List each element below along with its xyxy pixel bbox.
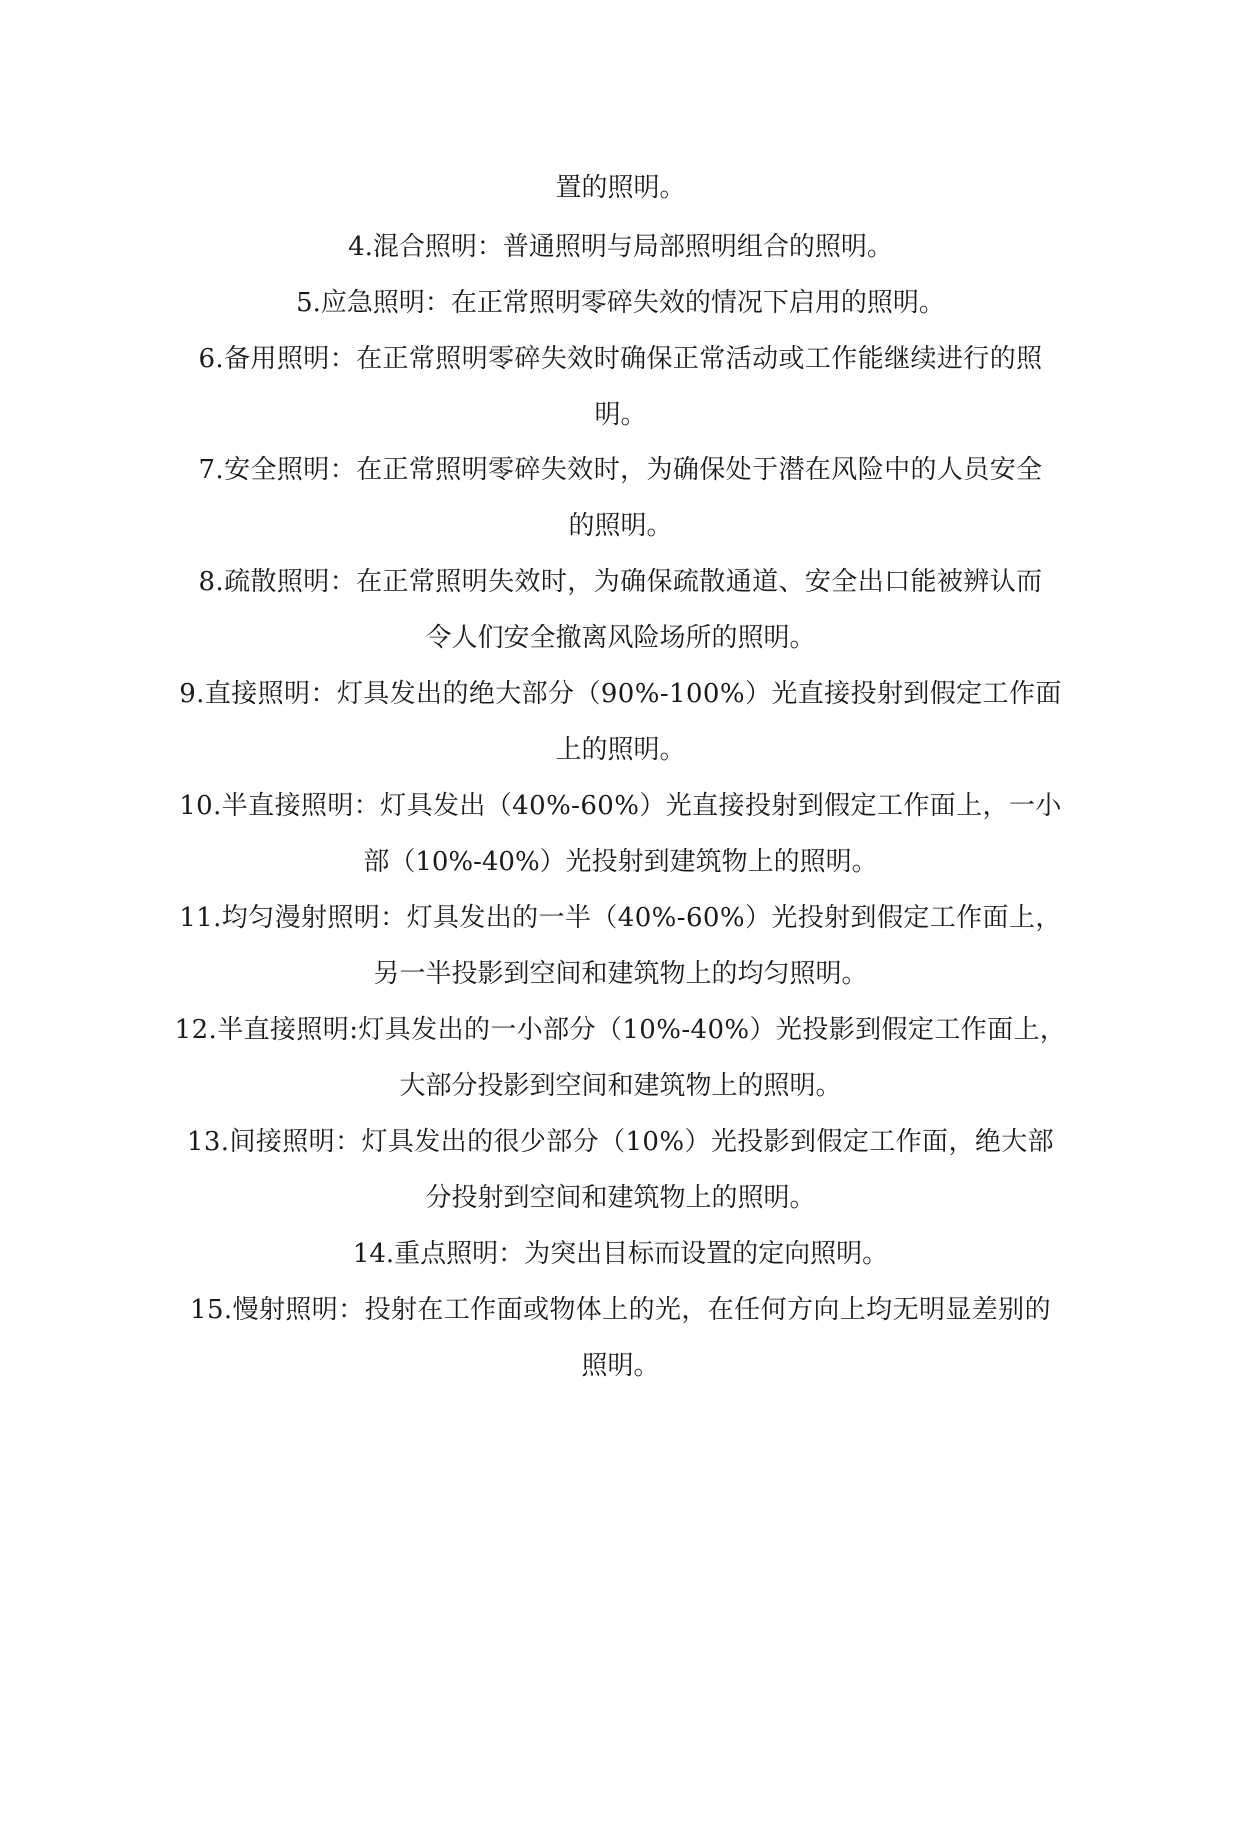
text-line: 置的照明。	[555, 173, 686, 203]
text-line: 令人们安全撤离风险场所的照明。	[425, 623, 816, 653]
text-line: 照明。	[581, 1351, 660, 1381]
text-line: 6.备用照明：在正常照明零碎失效时确保正常活动或工作能继续进行的照	[198, 344, 1043, 374]
text-line: 7.安全照明：在正常照明零碎失效时，为确保处于潜在风险中的人员安全	[198, 455, 1043, 485]
text-line: 9.直接照明：灯具发出的绝大部分（90%-100%）光直接投射到假定工作面	[179, 679, 1062, 709]
text-line: 13.间接照明：灯具发出的很少部分（10%）光投影到假定工作面，绝大部	[186, 1127, 1055, 1157]
text-line: 部（10%-40%）光投射到建筑物上的照明。	[363, 847, 878, 877]
text-line: 11.均匀漫射照明：灯具发出的一半（40%-60%）光投射到假定工作面上，	[179, 903, 1062, 933]
text-line: 5.应急照明：在正常照明零碎失效的情况下启用的照明。	[296, 288, 945, 318]
text-line: 大部分投影到空间和建筑物上的照明。	[399, 1071, 842, 1101]
text-line: 的照明。	[568, 511, 673, 541]
text-line: 14.重点照明：为突出目标而设置的定向照明。	[352, 1239, 889, 1269]
text-line: 另一半投影到空间和建筑物上的均匀照明。	[373, 959, 868, 989]
text-line: 8.疏散照明：在正常照明失效时，为确保疏散通道、安全出口能被辨认而	[198, 567, 1043, 597]
text-line: 分投射到空间和建筑物上的照明。	[425, 1183, 816, 1213]
text-line: 10.半直接照明：灯具发出（40%-60%）光直接投射到假定工作面上，一小	[179, 791, 1062, 821]
text-line: 15.慢射照明：投射在工作面或物体上的光，在任何方向上均无明显差别的	[190, 1295, 1051, 1325]
text-line: 明。	[594, 400, 647, 430]
text-line: 12.半直接照明:灯具发出的一小部分（10%-40%）光投影到假定工作面上，	[174, 1015, 1067, 1045]
text-line: 上的照明。	[555, 735, 686, 765]
text-line: 4.混合照明：普通照明与局部照明组合的照明。	[348, 232, 893, 262]
